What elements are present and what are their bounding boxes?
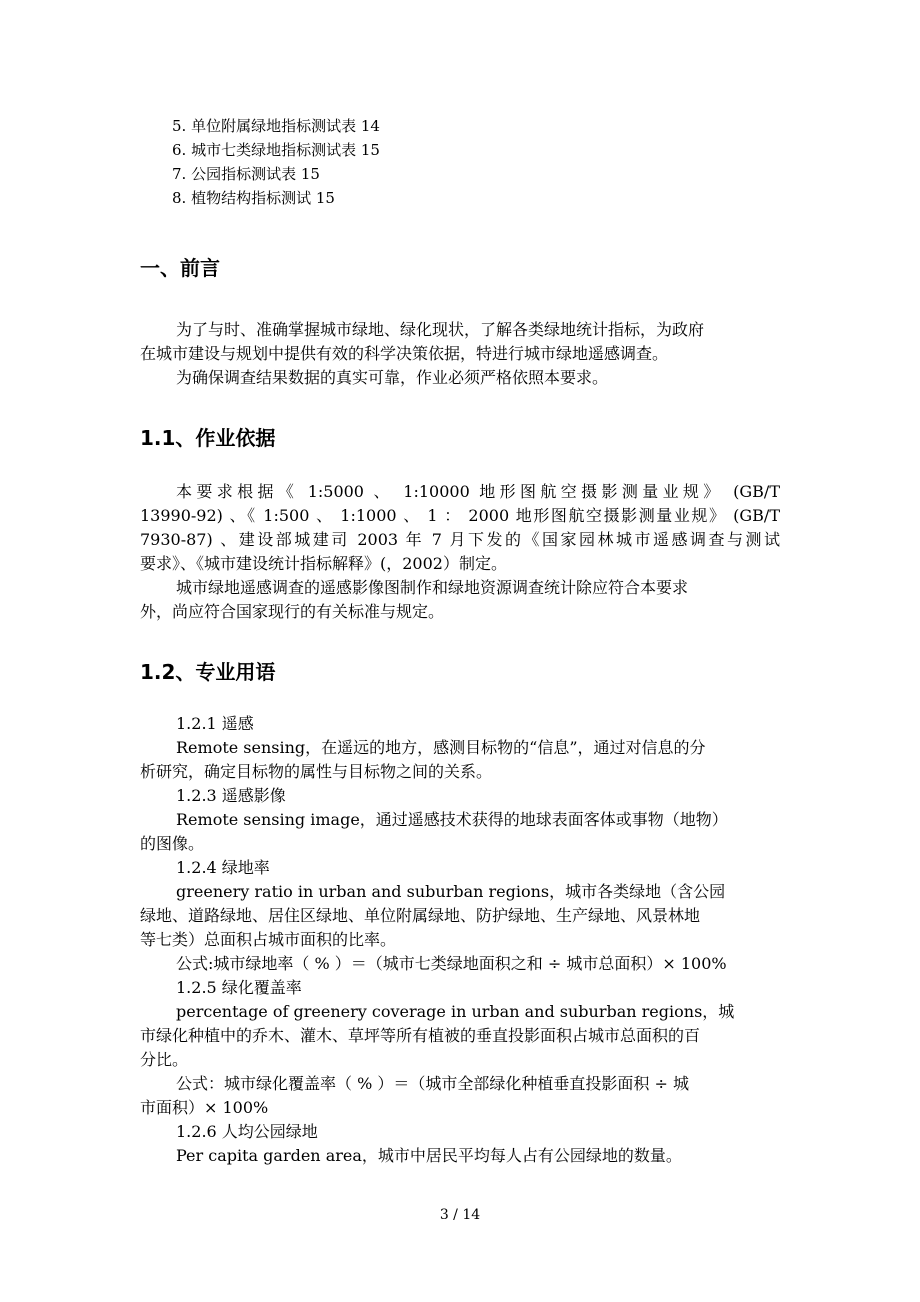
text-line: 市绿化种植中的乔木、灌木、草坪等所有植被的垂直投影面积占城市总面积的百	[140, 1026, 701, 1045]
text-line: Remote sensing image，通过遥感技术获得的地球表面客体或事物（地物）	[176, 810, 728, 829]
text-line: 为了与时、准确掌握城市绿地、绿化现状，了解各类绿地统计指标，为政府	[176, 320, 705, 339]
page-number: 3 / 14	[439, 1207, 481, 1223]
term-heading: 1.2.3 遥感影像	[176, 786, 286, 805]
formula-line: 公式：城市绿化覆盖率（ % ）＝（城市全部绿化种植垂直投影面积 ÷ 城	[176, 1074, 689, 1093]
text-line: 分比。	[140, 1050, 189, 1069]
formula-line: 公式:城市绿地率（ % ）＝（城市七类绿地面积之和 ÷ 城市总面积）× 100%	[176, 954, 727, 973]
term-heading: 1.2.4 绿地率	[176, 858, 270, 877]
text-line: percentage of greenery coverage in urban and suburban regions，城	[176, 1002, 735, 1021]
text-line: 市面积）× 100%	[140, 1098, 269, 1117]
toc-item: 6. 城市七类绿地指标测试表 15	[172, 141, 380, 159]
text-line: 为确保调查结果数据的真实可靠，作业必须严格依照本要求。	[176, 368, 609, 387]
text-line: greenery ratio in urban and suburban regions，城市各类绿地（含公园	[176, 882, 726, 901]
term-heading: 1.2.6 人均公园绿地	[176, 1122, 318, 1141]
text-line: 13990-92) 、《 1:500 、 1:1000 、 1 ： 2000 地形图航空摄影测量业规》 (GB/T	[140, 506, 780, 525]
heading-preface: 一、前言	[140, 256, 220, 280]
heading-basis: 1.1、作业依据	[140, 426, 276, 450]
text-line: 析研究，确定目标物的属性与目标物之间的关系。	[140, 762, 493, 781]
text-line: 外，尚应符合国家现行的有关标准与规定。	[140, 602, 445, 621]
text-line: 本要求根据《 1:5000 、 1:10000 地形图航空摄影测量业规》 (GB/T	[176, 482, 780, 501]
text-line: 要求》、《城市建设统计指标解释》(，2002）制定。	[140, 554, 507, 573]
text-line: 在城市建设与规划中提供有效的科学决策依据，特进行城市绿地遥感调查。	[140, 344, 669, 363]
text-line: 7930-87) 、建设部城建司 2003 年 7 月下发的《国家园林城市遥感调查与测试	[140, 530, 780, 549]
term-heading: 1.2.1 遥感	[176, 714, 254, 733]
text-line: 城市绿地遥感调查的遥感影像图制作和绿地资源调查统计除应符合本要求	[176, 578, 689, 597]
text-line: Remote sensing，在遥远的地方，感测目标物的“信息”，通过对信息的分	[176, 738, 706, 757]
terms-body	[140, 712, 780, 1168]
text-line: Per capita garden area，城市中居民平均每人占有公园绿地的数量。	[176, 1146, 682, 1165]
heading-terms: 1.2、专业用语	[140, 660, 276, 684]
basis-body	[140, 480, 780, 624]
toc-item: 5. 单位附属绿地指标测试表 14	[172, 117, 380, 135]
toc-item: 7. 公园指标测试表 15	[172, 165, 320, 183]
table-of-contents	[172, 114, 380, 210]
term-heading: 1.2.5 绿化覆盖率	[176, 978, 302, 997]
text-line: 等七类）总面积占城市面积的比率。	[140, 930, 397, 949]
text-line: 的图像。	[140, 834, 205, 853]
preface-body	[140, 318, 780, 390]
text-line: 绿地、道路绿地、居住区绿地、单位附属绿地、防护绿地、生产绿地、风景林地	[140, 906, 701, 925]
toc-item: 8. 植物结构指标测试 15	[172, 189, 335, 207]
